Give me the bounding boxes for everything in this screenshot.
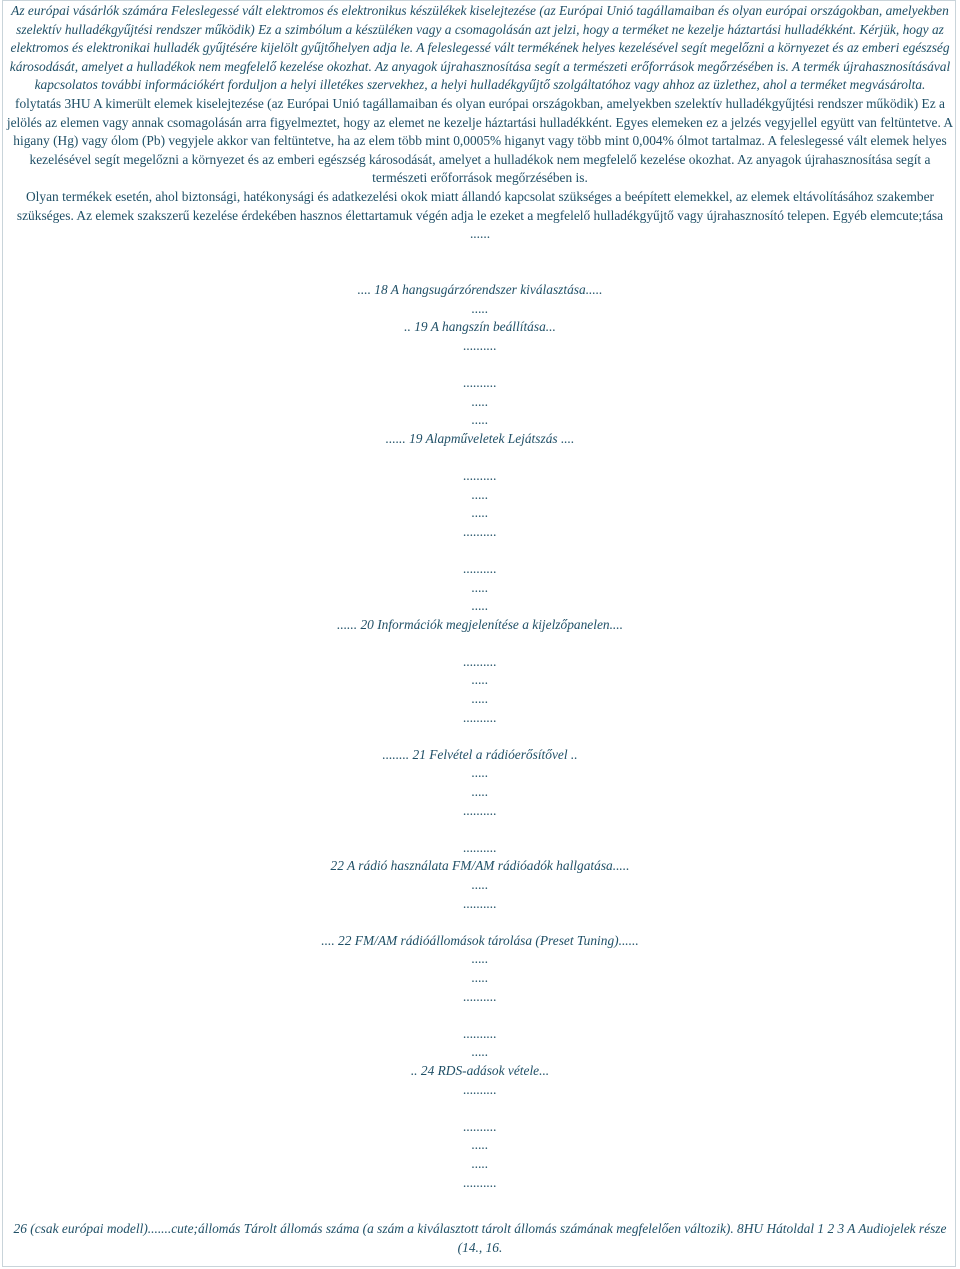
toc-line: .......... bbox=[463, 374, 497, 390]
toc-line: ..... bbox=[471, 505, 489, 521]
toc-spacer bbox=[6, 820, 954, 839]
toc-line: .... 22 FM/AM rádióállomások tárolása (Preset Tuning)...... bbox=[321, 932, 639, 948]
toc-line: ..... bbox=[471, 579, 489, 595]
toc-line: .. 24 RDS-adások vétele... bbox=[410, 1062, 550, 1078]
toc-line: .... 18 A hangsugárzórendszer kiválasztása..... bbox=[357, 282, 603, 297]
toc-line: ..... bbox=[471, 393, 489, 409]
toc-line: ..... bbox=[471, 877, 489, 892]
toc-spacer bbox=[6, 1099, 954, 1118]
toc-line: .......... bbox=[463, 988, 497, 1004]
toc-spacer bbox=[6, 634, 954, 653]
toc-line: ..... bbox=[471, 1155, 489, 1171]
toc-line: .......... bbox=[463, 839, 497, 855]
toc-line: ..... bbox=[471, 969, 489, 985]
toc-spacer bbox=[6, 913, 954, 932]
paragraph-disposal-electronics: Az európai vásárlók számára Feleslegessé vált elektromos és elektronikus készülékek kiselejtezése (az Európai Unió tagállamaiban és olyan európai országokban, amelyekben szelektív hulladékgyűjtési rendszer működik) Ez a szimbólum a készüléken vagy a csomagolásán azt jelzi, hogy a terméket ne kezelje háztartási hulladékként. Kérjük, hogy az elektromos és elektronikai hulladék gyűjtésére kijelölt gyűjtőhelyen adja le. A feleslegessé vált termékének helyes kezelésével segít megelőzni a környezet és az emberi egészség károsodását, amelyet a hulladékok nem megfelelő kezelése okozhat. Az anyagok újrahasznosítása segít a természeti erőforrások megőrzésében is. A termék újrahasznosításával kapcsolatos további információkért forduljon a helyi illetékes szervekhez, a helyi hulladékgyűjtő szolgáltatóhoz vagy ahhoz az üzlethez, ahol a terméket megvásárolta. bbox=[9, 3, 951, 93]
toc-spacer bbox=[6, 355, 954, 374]
toc-line: ..... bbox=[471, 951, 489, 967]
toc-line: .......... bbox=[463, 337, 497, 353]
document-body bbox=[6, 2, 954, 244]
toc-line: ..... bbox=[471, 1044, 489, 1060]
toc-line: ........ 21 Felvétel a rádióerősítővel .. bbox=[382, 746, 578, 762]
paragraph-disposal-batteries: folytatás 3HU A kimerült elemek kiselejtezése (az Európai Unió tagállamaiban és olyan európai országokban, amelyekben szelektív hulladékgyűjtési rendszer működik) Ez a jelölés az elemen vagy annak csomagolásán arra figyelmeztet, hogy az elemet ne kezelje háztartási hulladékként. Egyes elemeken ez a jelzés vegyjellel együtt van feltüntetve. A higany (Hg) vagy ólom (Pb) vegyjele akkor van feltüntetve, ha az elem több mint 0,0005% higanyt vagy több mint 0,004% ólmot tartalmaz. A feleslegessé vált elemek helyes kezelésével segít megelőzni a környezet és az emberi egészség károsodását, amelyet a hulladékok nem megfelelő kezelése okozhat. Az anyagok újrahasznosítása segít a természeti erőforrások megőrzésében is. bbox=[6, 95, 954, 186]
toc-line: 22 A rádió használata FM/AM rádióadók hallgatása..... bbox=[330, 858, 630, 874]
toc-line: ..... bbox=[471, 412, 489, 428]
toc-line: ..... bbox=[471, 691, 489, 707]
toc-line: ..... bbox=[471, 672, 489, 688]
toc-line: .......... bbox=[463, 1025, 497, 1041]
toc-line: .......... bbox=[463, 653, 497, 669]
toc-line: .. 19 A hangszín beállítása... bbox=[404, 319, 556, 335]
toc-line: ..... bbox=[471, 598, 489, 614]
paragraph-built-in-batteries: Olyan termékek esetén, ahol biztonsági, hatékonysági és adatkezelési okok miatt állandó kapcsolat szükséges a beépített elemekkel, az elemek eltávolításához szakember szükséges. Az elemek szakszerű kezelése érdekében hasznos élettartamuk végén adja le ezeket a megfelelő hulladékgyűjtő vagy újrahasznosító telepen. Egyéb elemcute;tása ...... bbox=[16, 188, 944, 242]
toc-spacer bbox=[6, 541, 954, 560]
toc-line: .......... bbox=[463, 802, 497, 818]
table-of-contents bbox=[6, 281, 954, 1192]
toc-line: .......... bbox=[463, 467, 497, 483]
toc-line: ..... bbox=[471, 784, 489, 800]
toc-spacer bbox=[6, 1006, 954, 1025]
toc-line: ..... bbox=[471, 300, 489, 316]
toc-spacer bbox=[6, 448, 954, 467]
toc-line: .......... bbox=[463, 1081, 497, 1097]
toc-line: ...... 19 Alapműveletek Lejátszás .... bbox=[385, 430, 575, 446]
toc-line: .......... bbox=[463, 1118, 497, 1134]
footer-text: 26 (csak európai modell).......cute;állomás Tárolt állomás száma (a szám a kiválasztott tárolt állomás számának megfelelően változik). 8HU Hátoldal 1 2 3 A Audiojelek része (14., 16. bbox=[13, 1221, 947, 1255]
toc-spacer bbox=[6, 727, 954, 746]
toc-line: .......... bbox=[463, 560, 497, 576]
toc-line: .......... bbox=[463, 709, 497, 725]
toc-line: ..... bbox=[471, 486, 489, 502]
toc-line: .......... bbox=[463, 523, 497, 539]
toc-line: .......... bbox=[463, 1174, 497, 1190]
toc-line: ..... bbox=[471, 765, 489, 781]
toc-line: .......... bbox=[463, 895, 497, 911]
toc-line: ...... 20 Információk megjelenítése a kijelzőpanelen.... bbox=[337, 616, 623, 632]
toc-line: ..... bbox=[471, 1137, 489, 1153]
